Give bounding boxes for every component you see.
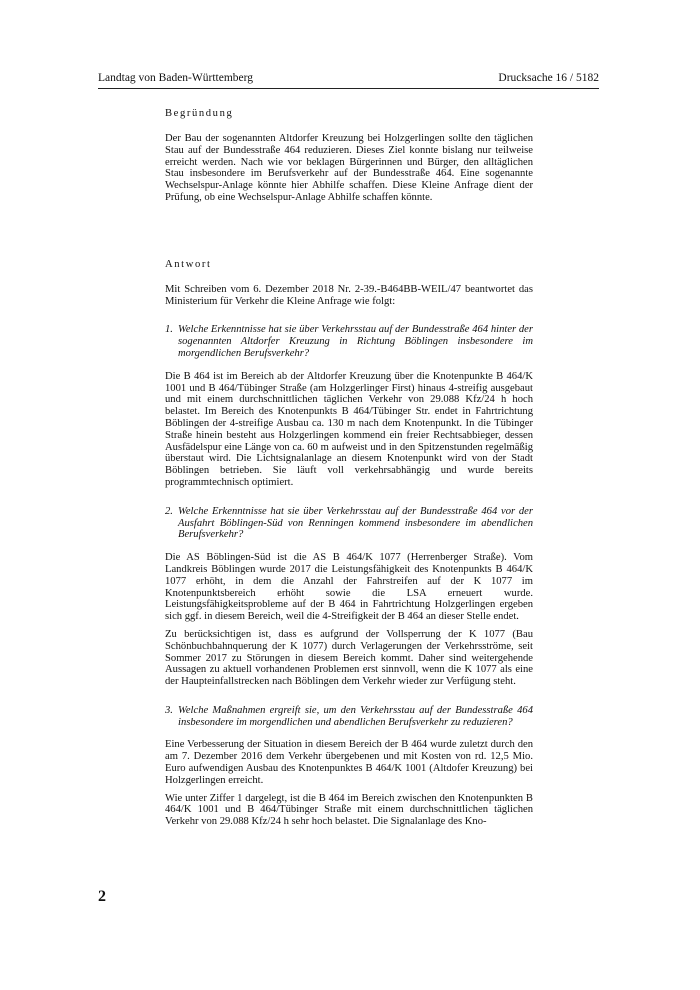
section-title-antwort: Antwort [165,258,212,270]
answer-3-paragraph-2: Wie unter Ziffer 1 dargelegt, ist die B 464 im Bereich zwischen den Knotenpunkten B 464/K 1001 und B 464/Tübinger Straße mit einem durchschnittlichen täglichen Verkehr von 29.088 Kfz/24 h sehr hoch belastet. Die Signalanlage des Kno- [165,792,533,828]
question-1 [165,324,533,359]
answer-3-paragraph-1: Eine Verbesserung der Situation in diesem Bereich der B 464 wurde zuletzt durch den am 7. Dezember 2016 dem Verkehr übergebenen und mit Kosten von rd. 12,5 Mio. Euro aufwendigen Ausbau des Knotenpunktes B 464/K 1001 (Altdofer Kreuzung) bei Holzgerlingen erreicht. [165,739,533,786]
answer-1-paragraph-1: Die B 464 ist im Bereich ab der Altdorfer Kreuzung über die Knotenpunkte B 464/K 1001 und B 464/Tübinger Straße (am Holzgerlinger First) hinaus 4-streifig ausgebaut und mit einem durchschnittlichen täglichen Verkehr von 29.088 Kfz/24 h hoch belastet. Im Bereich des Knotenpunkts B 464/Tübinger Str. endet in Fahrtrichtung Böblingen der 4-streifige Ausbau ca. 130 m nach dem Knotenpunkt. In die Tübinger Straße hinein besteht aus Holzgerlingen kommend ein freier Rechtsabbieger, dessen Ausfädelspur eine Länge von ca. 60 m aufweist und in den Spitzenstunden regelmäßig überstaut wird. Die Lichtsignalanlage an diesem Knotenpunkt wird von der Stadt Böblingen betrieben. Sie läuft voll verkehrsabhängig und wurde bereits programmtechnisch optimiert. [165,370,533,488]
answer-2-paragraph-2: Zu berücksichtigen ist, dass es aufgrund der Vollsperrung der K 1077 (Bau Schönbuchbahnquerung der K 1077) durch Verlagerungen der Verkehrsströme, seit Sommer 2017 zu Störungen in diesem Bereich kommt. Daher sind weitergehende Aussagen zu aktuell vorhandenen Problemen erst sinnvoll, wenn die K 1077 als eine der Haupteinfallstrecken nach Böblingen dem Verkehr wieder zur Verfügung steht. [165,628,533,688]
main-content [165,108,533,828]
header-document-number: Drucksache 16 / 5182 [498,72,599,84]
question-text: Welche Erkenntnisse hat sie über Verkehrsstau auf der Bundesstraße 464 hinter der sogenannten Altdorfer Kreuzung in Richtung Böblingen insbesondere im morgendlichen Berufsverkehr? [178,324,533,359]
header-parliament-name: Landtag von Baden-Württemberg [98,72,253,84]
question-number: 3. [165,704,173,716]
antwort-intro: Mit Schreiben vom 6. Dezember 2018 Nr. 2-39.-B464BB-WEIL/47 beantwortet das Ministerium für Verkehr die Kleine Anfrage wie folgt: [165,283,533,307]
page-number: 2 [98,888,106,905]
question-number: 1. [165,324,173,336]
begruendung-text: Der Bau der sogenannten Altdorfer Kreuzung bei Holzgerlingen sollte den täglichen Stau auf der Bundesstraße 464 reduzieren. Dieses Ziel konnte bislang nur teilweise erreicht werden. Nach wie vor beklagen Bürgerinnen und Bürger, den alltäglichen Stau insbesondere im Berufsverkehr auf der Bundesstraße 464. Eine sogenannte Wechselspur-Anlage könnte hier Abhilfe schaffen. Diese Kleine Anfrage dient der Prüfung, ob eine Wechselspur-Anlage Abhilfe schaffen könnte. [165,133,533,203]
section-title-begruendung: Begründung [165,108,234,119]
question-number: 2. [165,505,173,517]
question-3 [165,705,533,729]
answer-2-paragraph-1: Die AS Böblingen-Süd ist die AS B 464/K 1077 (Herrenberger Straße). Vom Landkreis Böblingen wurde 2017 die Leistungsfähigkeit des Knotenpunkts B 464/K 1077 erhöht, in dem die Anzahl der Fahrstreifen auf der K 1077 im Knotenpunktsbereich erhöht sowie die LSA erneuert wurde. Leistungsfähigkeitsprobleme auf der B 464 in Fahrtrichtung Holzgerlingen ergeben sich ggf. in diesem Bereich, weil die 4-Streifigkeit der B 464 an dieser Stelle endet. [165,552,533,623]
page-header [98,72,599,89]
question-text: Welche Maßnahmen ergreift sie, um den Verkehrsstau auf der Bundesstraße 464 insbesondere im morgendlichen und abendlichen Berufsverkehr zu reduzieren? [178,704,533,728]
question-2 [165,506,533,541]
question-text: Welche Erkenntnisse hat sie über Verkehrsstau auf der Bundesstraße 464 vor der Ausfahrt Böblingen-Süd von Renningen kommend insbesondere im abendlichen Berufsverkehr? [178,505,533,541]
